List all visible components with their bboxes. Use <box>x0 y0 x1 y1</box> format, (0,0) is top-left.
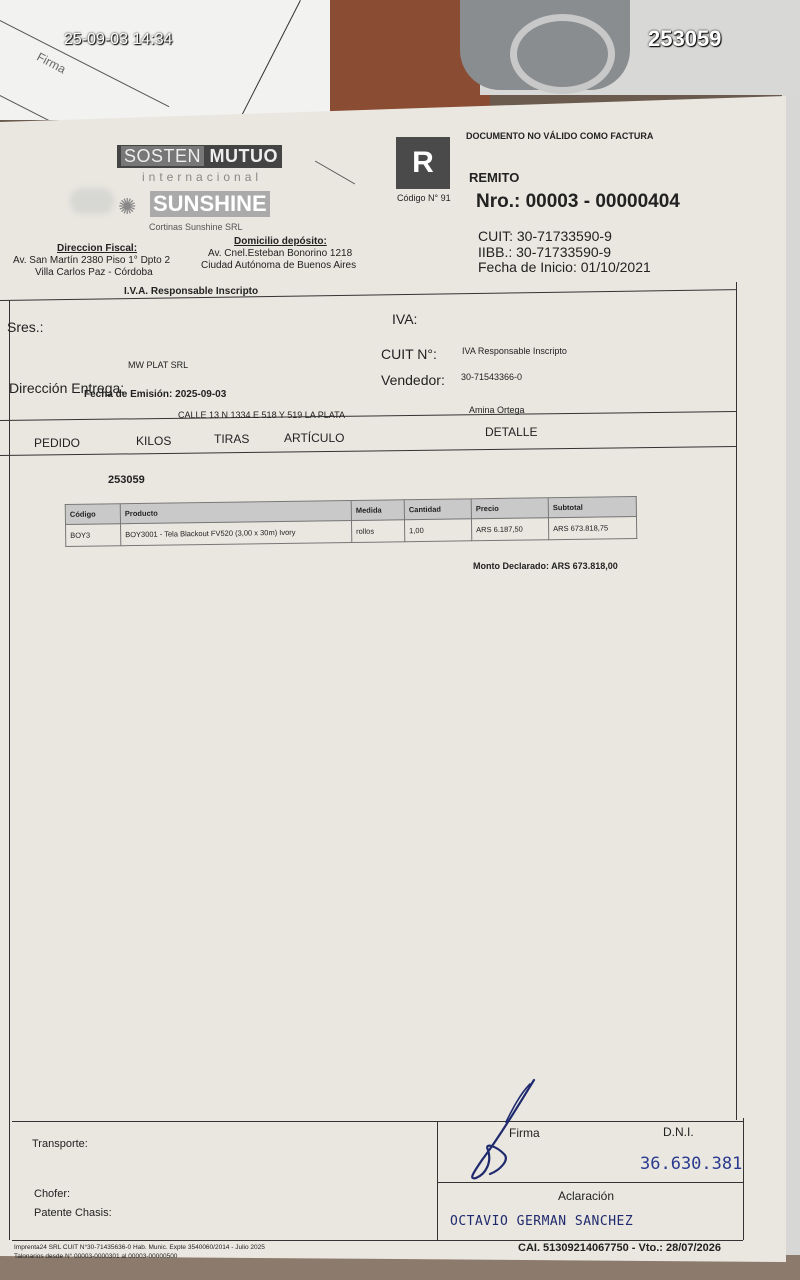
client-name: MW PLAT SRL <box>128 360 189 370</box>
frame-right-line <box>736 282 737 1120</box>
client-cuit: 30-71543366-0 <box>461 372 523 382</box>
table-header: Código <box>65 504 120 525</box>
photo-tag: 253059 <box>648 26 722 51</box>
address-label: Dirección Entrega: <box>9 380 125 396</box>
brand-right: MUTUO <box>209 146 279 166</box>
fiscal-address-line1: Av. San Martín 2380 Piso 1° Dpto 2 <box>13 255 171 266</box>
delivery-address: CALLE 13 N 1334 E 518 Y 519 LA PLATA <box>178 410 345 420</box>
brand-logo <box>117 145 282 168</box>
sun-icon: ✺ <box>118 194 137 219</box>
client-iva: IVA Responsable Inscripto <box>462 346 567 356</box>
aclaracion-handwritten: OCTAVIO GERMAN SANCHEZ <box>450 1214 634 1229</box>
footer-bottom-line <box>12 1240 743 1241</box>
chofer-label: Chofer: <box>34 1188 71 1200</box>
table-header: Precio <box>471 498 548 519</box>
document-kind: REMITO <box>469 170 520 185</box>
col-articulo: ARTÍCULO <box>284 431 345 445</box>
printer-line2: Talonarios desde N° 00003-0000301 al 00003-00000500 <box>14 1253 178 1260</box>
firma-label: Firma <box>509 1126 540 1140</box>
table-header: Medida <box>351 500 404 521</box>
col-tiras: TIRAS <box>214 432 250 446</box>
photo-timestamp: 25-09-03 14:34 <box>64 31 173 48</box>
cell-product: BOY3001 - Tela Blackout FV520 (3,00 x 30m) Ivory <box>121 520 352 545</box>
frame-left-line <box>9 300 10 1240</box>
brand-subtitle: internacional <box>142 170 263 184</box>
deposit-address-title: Domicilio depósito: <box>234 236 327 247</box>
tape-ring <box>510 14 615 94</box>
company-iibb: IIBB.: 30-71733590-9 <box>478 244 612 260</box>
deposit-address-line1: Av. Cnel.Esteban Bonorino 1218 <box>208 248 353 259</box>
items-table <box>65 496 638 547</box>
document-number: Nro.: 00003 - 00000404 <box>476 191 680 212</box>
not-valid-notice: DOCUMENTO NO VÁLIDO COMO FACTURA <box>466 131 654 141</box>
cell-quantity: 1,00 <box>404 519 471 542</box>
col-pedido: PEDIDO <box>34 436 81 450</box>
aclaracion-label: Aclaración <box>558 1189 615 1203</box>
order-number: 253059 <box>108 474 145 486</box>
table-header: Cantidad <box>404 499 471 520</box>
document-letter: R <box>396 137 450 189</box>
printer-line1: Imprenta24 SRL CUIT N°30-71435636-0 Hab. Munic. Expte 3540060/2014 - Julio 2025 <box>14 1244 265 1251</box>
sunshine-logo: SUNSHINE <box>150 191 270 217</box>
fiscal-address-line2: Villa Carlos Paz - Córdoba <box>35 267 153 278</box>
patente-label: Patente Chasis: <box>34 1207 112 1219</box>
iva-condition: I.V.A. Responsable Inscripto <box>124 286 259 297</box>
footer-top-line <box>12 1121 743 1122</box>
dni-label: D.N.I. <box>663 1125 694 1139</box>
dni-handwritten: 36.630.381 <box>640 1154 743 1174</box>
signature <box>460 1076 540 1186</box>
blurred-logo <box>70 188 114 214</box>
col-detalle: DETALLE <box>485 425 538 439</box>
table-header: Subtotal <box>548 497 636 518</box>
brand-left: SOSTEN <box>121 146 204 166</box>
footer-right-line <box>743 1118 744 1240</box>
seller-label: Vendedor: <box>381 372 445 388</box>
seller-name: Amina Ortega <box>469 405 525 415</box>
cell-unit: rollos <box>351 520 404 543</box>
col-kilos: KILOS <box>136 434 172 448</box>
declared-total: Monto Declarado: ARS 673.818,00 <box>473 561 618 571</box>
company-cuit: CUIT: 30-71733590-9 <box>478 228 612 244</box>
cell-code: BOY3 <box>66 524 121 547</box>
table-header: Producto <box>120 500 351 523</box>
transporte-label: Transporte: <box>32 1138 88 1150</box>
company-name: Cortinas Sunshine SRL <box>149 222 243 232</box>
sres-label: Sres.: <box>7 319 44 335</box>
iva-label: IVA: <box>392 311 418 327</box>
document-code: Código N° 91 <box>397 193 451 203</box>
footer-divider <box>437 1121 438 1240</box>
fiscal-address-title: Direccion Fiscal: <box>57 243 138 254</box>
cell-price: ARS 6.187,50 <box>471 518 548 541</box>
cai-line: CAI. 51309214067750 - Vto.: 28/07/2026 <box>518 1242 722 1254</box>
background-firma-text: Firma <box>34 49 69 77</box>
emission-date: Fecha de Emisión: 2025-09-03 <box>84 389 227 400</box>
cuit-label: CUIT N°: <box>381 346 437 362</box>
deposit-address-line2: Ciudad Autónoma de Buenos Aires <box>201 260 357 271</box>
cell-subtotal: ARS 673.818,75 <box>548 517 636 540</box>
start-date: Fecha de Inicio: 01/10/2021 <box>478 259 651 275</box>
